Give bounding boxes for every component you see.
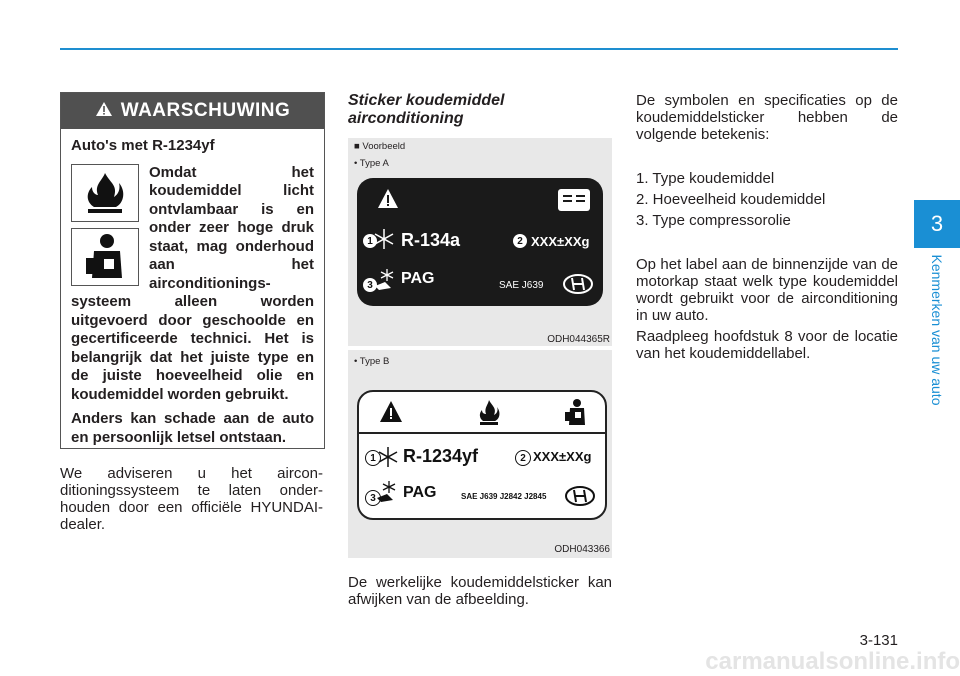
section-heading-line-2: airconditioning: [348, 110, 464, 127]
list-item: 2. Hoeveelheid koudemiddel: [636, 191, 826, 208]
type-b-label: • Type B: [354, 356, 390, 367]
refrigerant-snowflake-icon: [373, 228, 395, 250]
chapter-tab: [914, 200, 960, 248]
refrigerant-type: R-1234yf: [403, 446, 479, 466]
marker-2: 2: [513, 234, 527, 248]
marker-2: 2: [515, 450, 531, 466]
manual-book-icon: [557, 188, 591, 212]
sae-standard: SAE J639: [499, 280, 544, 291]
list-item: 1. Type koudemiddel: [636, 170, 775, 187]
flammable-icon: [477, 398, 501, 426]
warning-paragraph-2: Anders kan schade aan de auto en persoonlijk letsel ontstaan.: [71, 410, 314, 446]
type-a-label: • Type A: [354, 158, 389, 169]
refrigerant-snowflake-icon: [377, 446, 399, 468]
sae-standard: SAE J639 J2842 J2845: [461, 492, 547, 501]
marker-3: 3: [363, 278, 377, 292]
hyundai-logo-icon: [563, 274, 593, 294]
chapter-title: Kenmerken van uw auto: [929, 254, 945, 406]
flammable-icon: [71, 164, 139, 222]
list-item: 3. Type compressorolie: [636, 212, 791, 229]
marker-1: 1: [365, 450, 381, 466]
chapter-reference-paragraph: Raadpleeg hoofdstuk 8 voor de locatie van het koudemiddellabel.: [636, 328, 898, 362]
warning-paragraph-1: Omdat het koudemiddel licht ontvlambaar is en onder zeer hoge druk staat, mag onderhoud aan het airconditionings-systeem alleen worden uitgevoerd door geschoolde en gecertificeerde technici. Het is belangrijk dat het juiste type en de juiste hoeveelheid olie en koudemiddel worden gebruikt.: [71, 163, 314, 403]
oil-can-icon: [375, 480, 399, 504]
warning-triangle-icon: [95, 101, 113, 122]
warning-triangle-icon: [377, 188, 399, 210]
section-heading: [348, 92, 618, 128]
hyundai-logo-icon: [565, 486, 595, 506]
footer-watermark: carmanualsonline.info: [705, 648, 960, 675]
oil-type: PAG: [401, 270, 435, 287]
figure-code-a: ODH044365R: [547, 334, 610, 345]
sticker-b: [357, 390, 607, 520]
dealer-advice: We adviseren u het aircon-ditioningssysteem te laten onder-houden door een officiële HYUNDAI-dealer.: [60, 465, 323, 533]
page-number: 3-131: [859, 632, 898, 649]
header-rule: [60, 48, 898, 50]
chapter-number: 3: [930, 211, 944, 236]
figure-caption: De werkelijke koudemiddelsticker kan afwijken van de afbeelding.: [348, 574, 612, 608]
figure-code-b: ODH043366: [554, 544, 610, 555]
technician-icon: [563, 398, 589, 426]
intro-paragraph: De symbolen en specificaties op de koudemiddelsticker hebben de volgende betekenis:: [636, 92, 898, 143]
refrigerant-amount: XXX±XXg: [531, 234, 590, 249]
sticker-a: [357, 178, 603, 306]
warning-subtitle: Auto's met R-1234yf: [71, 137, 215, 154]
figure-type-b: [348, 350, 612, 558]
label-location-paragraph: Op het label aan de binnenzijde van de motorkap staat welk type koudemiddel wordt gebruikt voor de airconditioning in uw auto.: [636, 256, 898, 324]
warning-box: [60, 92, 325, 449]
refrigerant-amount: XXX±XXg: [533, 449, 592, 464]
meaning-list: [636, 170, 898, 229]
warning-header: [61, 93, 324, 129]
marker-3: 3: [365, 490, 381, 506]
oil-can-icon: [373, 268, 397, 292]
example-label: ■ Voorbeeld: [354, 141, 406, 152]
warning-triangle-icon: [379, 400, 403, 424]
oil-type: PAG: [403, 484, 437, 501]
marker-1: 1: [363, 234, 377, 248]
sticker-divider: [359, 432, 605, 434]
refrigerant-type: R-134a: [401, 230, 461, 250]
warning-title: WAARSCHUWING: [120, 100, 291, 121]
section-heading-line-1: Sticker koudemiddel: [348, 92, 505, 109]
technician-icon: [71, 228, 139, 286]
figure-type-a: [348, 138, 612, 346]
